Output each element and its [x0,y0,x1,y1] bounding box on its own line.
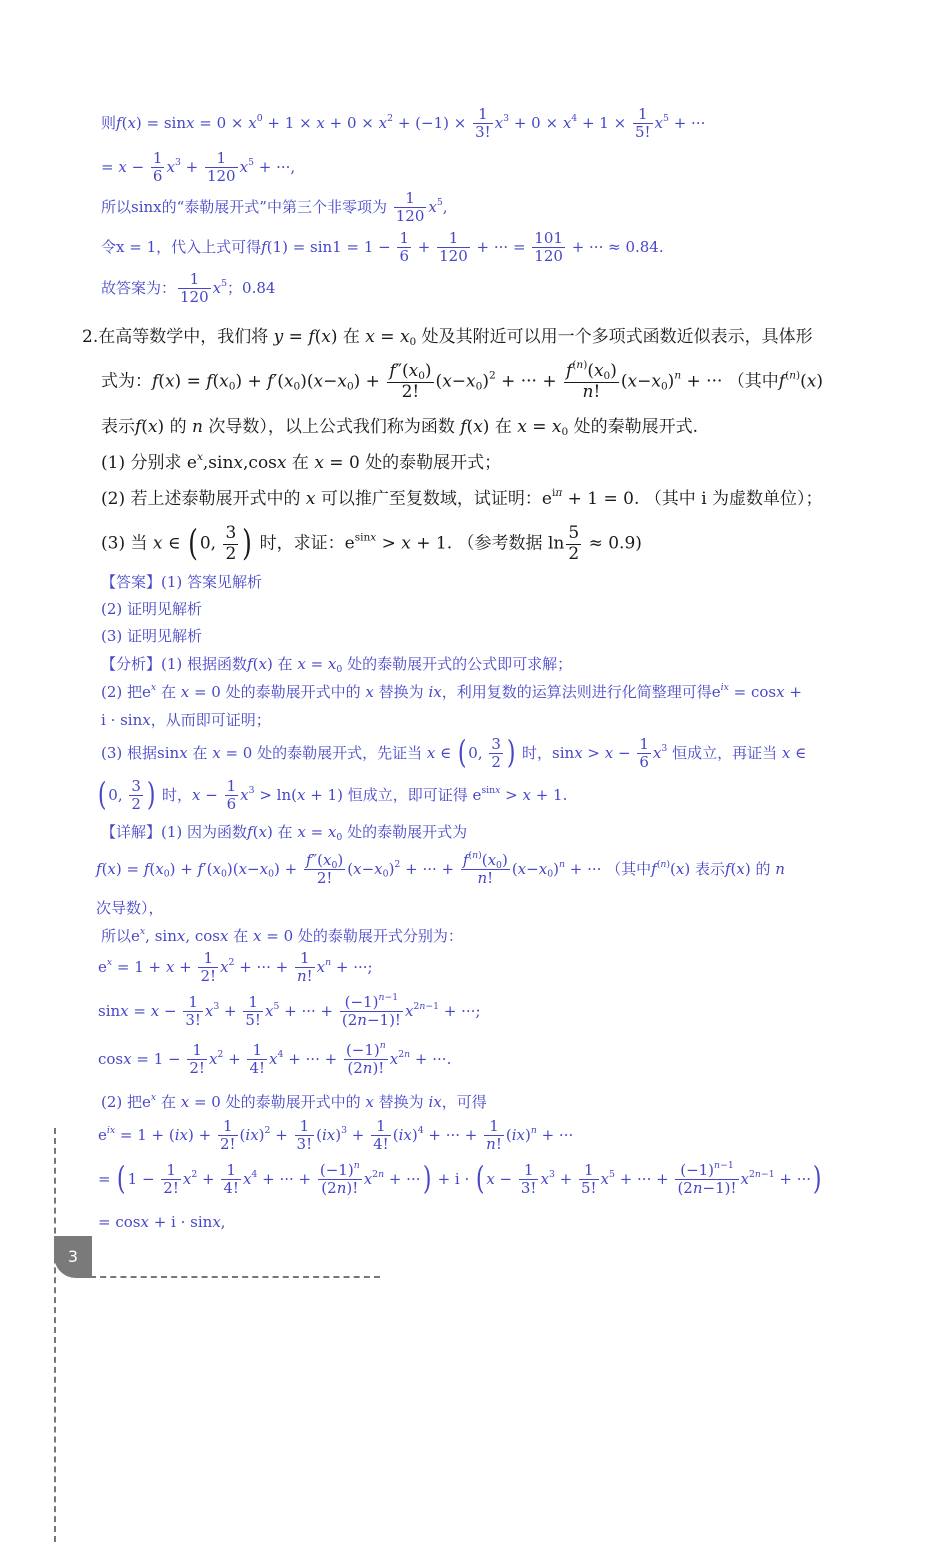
analysis-line-5: ( 0, $\frac{3}{2}$ ) 时，x − $\frac{1}{6}$ $x^3 > \ln(x + 1)$ 恒成立，即可证得 $e^{sinx} > x + 1$. [97,777,568,814]
detail-sin-series: sinx = x − $\frac{1}{3!}$ $x^3$ + $\frac{1}{5!}$ $x^5$ + ··· + $\frac{(-1)^{n-1}}{(2n-1)!}$ $x^{2n-1}$ + ···; [98,992,481,1030]
analysis-line-2: (2) 把$e^x$ 在 x = 0 处的泰勒展开式中的 x 替换为 ix，利用复数的运算法则进行化简整理可得$e^{ix} = \cos x$ + [101,682,802,701]
question-part-2: (2) 若上述泰勒展开式中的 x 可以推广至复数域，试证明：$e^{i\pi} + 1 = 0$. （其中 i 为虚数单位）； [101,487,823,509]
question-part-3: (3) 当 x ∈ ( 0, $\frac{3}{2}$ ) 时，求证：$e^{sinx} > x + 1$. （参考数据 ln $\frac{5}{2}$ ≈ 0.9) [101,523,642,565]
prev-line-answer: 故答案为： $\frac{1}{120}$ $x^5$；0.84 [101,270,276,307]
page-border-horizontal [90,1276,380,1278]
detail-line-3: 次导数）， [96,899,164,917]
question-line-1: 2.在高等数学中，我们将 y = f(x) 在 $x = x_0$ 处及其附近可以用一个多项式函数近似表示，具体形 [82,327,813,349]
prev-line-fx-sin: 则$f(x) = \sin x = 0 \times x^0 + 1 \times x + 0 \times x^2 + (-1)$ × $\frac{1}{3!}$ $x^3 + 0 \times x^4 + 1$ × $\frac{1}{5!}$ $x^5$ + ··· [101,105,706,142]
analysis-line-4: (3) 根据sinx 在 x = 0 处的泰勒展开式，先证当 x ∈ ( 0, $\frac{3}{2}$ ) 时，sinx > x − $\frac{1}{6}$ $x^3$ 恒成立，再证当 x ∈ [101,735,807,772]
answer-line-2: (2) 证明见解析 [101,600,203,618]
detail-line-2: $f(x) = f(x_0) + f'(x_0)(x-x_0)$ + $\frac{f''(x_0)}{2!}$ $(x-x_0)^2$ + ··· + $\frac{f^{(n)}(x_0)}{n!}$ $(x-x_0)^n$ + ··· （其中$f^{(n)}(x)$ 表示f(x) 的 n [96,850,785,888]
question-line-2: 式为：$f(x) = f(x_0) + f'(x_0)(x-x_0)$ + $\frac{f''(x_0)}{2!}$ $(x-x_0)^2$ + ··· + $\frac{f^{(n)}(x_0)}{n!}$ $(x-x_0)^n$ + ··· （其中$f^{(n)}(x)$ [101,359,823,402]
detail-line-4: 所以$e^x$, sinx, cosx 在 x = 0 处的泰勒展开式分别为： [101,926,463,945]
analysis-line-1: 【分析】(1) 根据函数f(x) 在 $x = x_0$ 处的泰勒展开式的公式即可求解； [101,655,573,675]
answer-line-1: 【答案】(1) 答案见解析 [101,573,263,591]
answer-line-3: (3) 证明见解析 [101,627,203,645]
detail-eix-grouped: = ( 1 − $\frac{1}{2!}$ $x^2$ + $\frac{1}{4!}$ $x^4$ + ··· + $\frac{(-1)^n}{(2n)!}$ $x^{2n}$ + ···) + i · ( x − $\frac{1}{3!}$ $x^3$ + $\frac{1}{5!}$ $x^5$ + ··· + $\frac{(-1)^{n-1}}{(2n-1)!}$ $x^{2n-1}$ + ···) [98,1160,822,1198]
prev-line-third-term: 所以sinx的“泰勒展开式”中第三个非零项为 $\frac{1}{120}$ $x^5$, [101,189,448,226]
detail-eix-result: = cosx + i · sinx, [98,1213,226,1231]
detail-tag: 【详解】 [101,823,162,841]
page-number: 3 [54,1236,92,1278]
detail-exp-series: $e^x = 1 + x$ + $\frac{1}{2!}$ $x^2$ + ··· + $\frac{1}{n!}$ $x^n$ + ···; [98,949,373,986]
question-line-3: 表示f(x) 的 n 次导数），以上公式我们称为函数 f(x) 在 $x = x_0$ 处的秦勒展开式. [101,417,698,439]
detail-line-part2: (2) 把$e^x$ 在 x = 0 处的泰勒展开式中的 x 替换为 ix，可得 [101,1092,487,1111]
page-border-vertical [54,1128,56,1542]
prev-line-series: = x − $\frac{1}{6}$ $x^3$ + $\frac{1}{120}$ $x^5$ + ···, [101,149,296,186]
prev-line-substitute: 令x = 1，代入上式可得f(1) = sin1 = 1 − $\frac{1}{6}$ + $\frac{1}{120}$ + ··· = $\frac{101}{120}$ + ··· ≈ 0.84. [101,229,664,266]
analysis-tag: 【分析】 [101,655,162,673]
detail-eix-series: $e^{ix} = 1 + (ix)$ + $\frac{1}{2!}$ (ix)$^2$ + $\frac{1}{3!}$ (ix)$^3$ + $\frac{1}{4!}$ (ix)$^4$ + ··· + $\frac{1}{n!}$ (ix)$^n$ + ··· [98,1117,574,1154]
detail-cos-series: cosx = 1 − $\frac{1}{2!}$ $x^2$ + $\frac{1}{4!}$ $x^4$ + ··· + $\frac{(-1)^n}{(2n)!}$ $x^{2n}$ + ···. [98,1040,452,1078]
analysis-line-3: i · sinx，从而即可证明； [101,711,271,729]
question-part-1: (1) 分别求 $e^x,\sin x,\cos x$ 在 x = 0 处的泰勒展开式； [101,451,502,473]
answer-tag: 【答案】 [101,573,162,591]
question-number: 2. [82,327,99,347]
detail-line-1: 【详解】(1) 因为函数f(x) 在 $x = x_0$ 处的泰勒展开式为 [101,823,468,843]
